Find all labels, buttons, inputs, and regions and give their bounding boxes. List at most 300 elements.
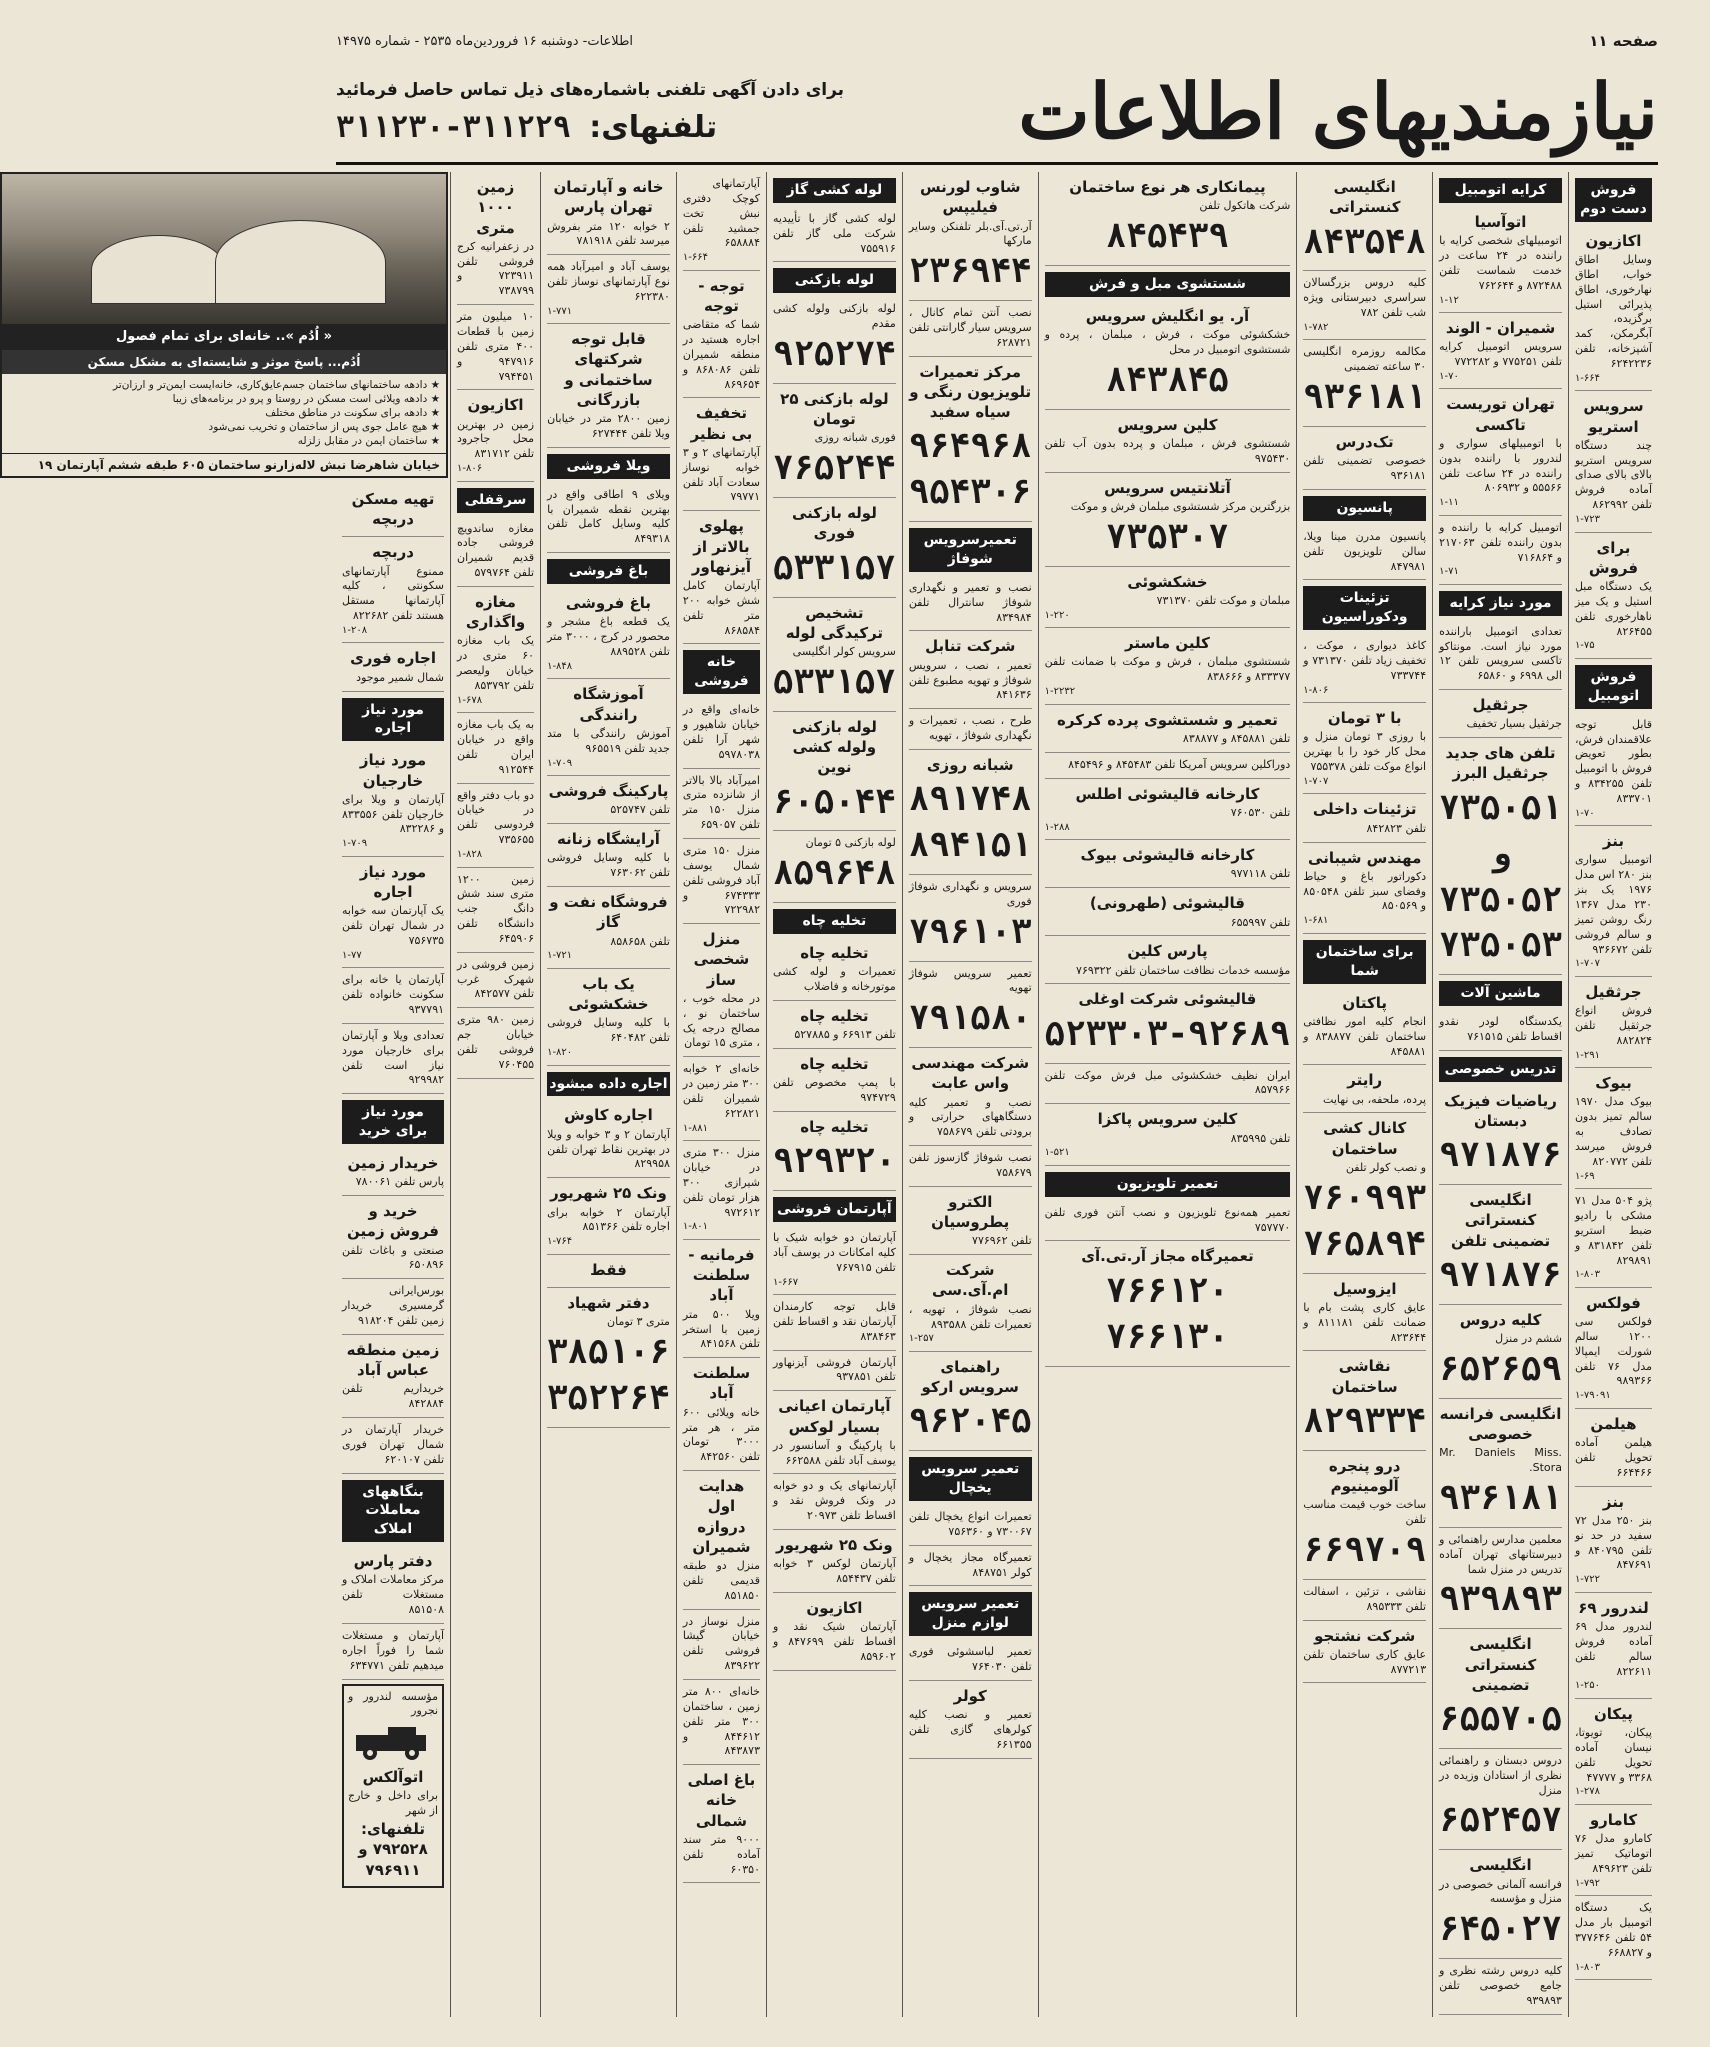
ad-phone: ۶۵۵۷۰۵ xyxy=(1439,1699,1562,1740)
classified-ad xyxy=(909,1255,1032,1352)
ad-ref: ۱-۷۲۱ xyxy=(547,950,573,962)
ad-body: هیلمن آماده تحویل تلفن ۶۶۴۴۶۶ xyxy=(1574,1436,1652,1479)
section-header: آپارتمان فروشی xyxy=(773,1197,896,1222)
ad-body: آپارتمان فروشی آیزنهاور تلفن ۹۳۷۸۵۱ xyxy=(772,1355,896,1384)
classified-ad xyxy=(683,1141,760,1240)
photo-bullets xyxy=(2,374,446,453)
classified-ad xyxy=(547,588,670,679)
ad-body: فرانسه آلمانی خصوصی در منزل و مؤسسه xyxy=(1439,1877,1562,1906)
classified-ad xyxy=(457,868,534,953)
ad-body: نصب آنتن تمام کانال ، سرویس سیار گارانتی تلفن ۶۲۸۷۲۱ xyxy=(908,306,1032,349)
ad-phone: ۸۴۳۵۴۸ xyxy=(1303,221,1427,262)
ad-body: آموزش رانندگی با متد جدید تلفن ۹۶۵۵۱۹ xyxy=(547,726,670,755)
ad-body: دو باب دفتر واقع در خیابان فردوسی تلفن ۷۳۵۶۵۵ xyxy=(457,788,535,847)
ad-ref: ۱-۲۷۸ xyxy=(1574,1786,1601,1798)
ad-headline: قابل توجه شرکتهای ساختمانی و بازرگانی xyxy=(564,330,653,409)
ad-ref: ۱-۸۸۱ xyxy=(682,1122,708,1134)
ad-headline: پارس کلین xyxy=(1127,942,1208,961)
ad-ref: ۱-۲۰۸ xyxy=(342,624,368,636)
classified-ad xyxy=(909,1640,1032,1681)
ad-body: تلفن ۸۴۵۸۸۱ و ۸۳۸۸۷۷ xyxy=(1182,731,1291,745)
ad-headline: بنز xyxy=(1602,832,1625,851)
classified-ad xyxy=(547,824,670,887)
section-header: تدریس خصوصی xyxy=(1439,1057,1562,1082)
ad-ref: ۱-۲۵۰ xyxy=(1574,1680,1601,1692)
ad-ref: ۱-۲۹۱ xyxy=(1574,1049,1601,1061)
ad-body: فروش انواع جرثقیل تلفن ۸۸۲۸۲۴ xyxy=(1574,1004,1652,1047)
ad-ref: ۱-۷۱ xyxy=(1439,566,1459,578)
ad-body: ۲ خوابه ۱۲۰ متر بفروش میرسد تلفن ۷۸۱۹۱۸ xyxy=(547,219,670,248)
classified-ad xyxy=(1439,1185,1562,1305)
classified-ad xyxy=(909,875,1032,962)
section-header: مورد نیاز برای خرید xyxy=(342,1100,444,1144)
classified-ad xyxy=(1045,301,1291,410)
classified-ad xyxy=(1575,977,1652,1068)
ad-body: عایق کاری ساختمان تلفن ۸۷۷۲۱۳ xyxy=(1303,1647,1427,1676)
ad-body: با پارکینگ و آسانسور در یوسف آباد تلفن ۶۶۲۵۸۸ xyxy=(772,1438,896,1467)
ad-body: صنعتی و باغات تلفن ۶۵۰۸۹۶ xyxy=(342,1243,445,1272)
ad-body: سرویس اتومبیل کرایه تلفن ۷۷۵۲۵۱ و ۷۷۲۲۸۲ xyxy=(1439,340,1562,369)
ad-body: با اتومبیلهای سواری و لندرور با راننده بدون راننده در ۲۴ ساعت تلفن ۵۵۵۶۶ و ۸۰۶۹۳۲ xyxy=(1439,436,1562,495)
ad-body: طرح ، نصب ، تعمیرات و نگهداری شوفاژ ، تهویه xyxy=(908,714,1032,743)
ad-ref: ۱-۸۰۶ xyxy=(457,463,483,475)
ad-body: لوله بازکنی ولوله کشی مقدم xyxy=(772,302,896,331)
photo-bullet: ★ ساختمان ایمن در مقابل زلزله xyxy=(297,435,441,448)
ad-body: در محله خوب ، ساختمان نو ، مصالح درجه یک ، متری ۱۵ تومان xyxy=(682,991,760,1050)
classified-ad xyxy=(683,398,760,511)
ad-body: تعمیرات و لوله کشی موتورخانه و فاضلاب xyxy=(772,965,896,994)
classified-ad xyxy=(1045,172,1291,266)
ad-body: و نصب کولر تلفن xyxy=(1345,1160,1427,1174)
classified-ad xyxy=(457,587,534,713)
photo-address: خیابان شاهرضا نبش لاله‌زارنو ساختمان ۶۰۵ طبقه ششم آپارتمان ۱۹ xyxy=(2,453,446,476)
ad-body: اتومبیل سواری بنز ۲۸۰ اس مدل ۱۹۷۶ یک بنز ۲۳۰ مدل ۱۳۶۷ رنگ روشن تمیز و سالم فروشی تلفن ۹۳۶۶۷۲ xyxy=(1574,853,1652,956)
classified-ad xyxy=(683,698,760,768)
classified-ad xyxy=(342,968,444,1024)
ad-headline: جرثقیل xyxy=(1585,982,1642,1001)
ad-body: یک قطعه باغ مشجر و محصور در کرج ، ۳۰۰۰ متر تلفن ۸۸۹۵۲۸ xyxy=(547,615,670,658)
classified-ad xyxy=(1439,1399,1562,1528)
ad-headline: جرثقیل xyxy=(1472,696,1529,715)
ad-phone: ۶۶۹۷۰۹ xyxy=(1303,1529,1427,1570)
classified-ad xyxy=(1303,340,1426,427)
ad-headline: کانال کشی ساختمان xyxy=(1323,1119,1407,1158)
ad-body: مؤسسه خدمات نظافت ساختمان تلفن ۷۶۹۳۲۲ xyxy=(1076,963,1291,977)
classified-ad xyxy=(1575,1805,1652,1896)
ad-body: تلفن ۸۴۲۸۲۳ xyxy=(1366,821,1427,835)
jeep-icon xyxy=(348,1723,438,1763)
classified-ad xyxy=(342,1148,444,1196)
ad-phone: ۷۶۰۹۹۳ ۷۶۵۸۹۴ xyxy=(1303,1177,1427,1264)
ad-body: خانه‌ای واقع در خیابان شاهپور و شهر آرا تلفن ۵۹۷۸۰۳۸ xyxy=(682,703,760,761)
section-header: باغ فروشی xyxy=(547,559,670,584)
ad-headline: بیوک xyxy=(1595,1074,1632,1093)
ad-headline: کلین سرویس پاکزا xyxy=(1097,1110,1238,1129)
ad-body: لوله کشی گاز با تأییدیه شرکت ملی گاز تلفن ۷۵۵۹۱۶ xyxy=(772,211,896,255)
ad-body: تعمیر همه‌نوع تلویزیون و نصب آنتن فوری تلفن ۷۵۷۷۷۰ xyxy=(1044,1205,1291,1234)
ad-ref: ۱-۲۸۸ xyxy=(1044,821,1070,833)
classified-ad xyxy=(909,357,1032,523)
ad-headline: شبانه روزی xyxy=(926,755,1014,774)
ad-ref: ۱-۷۵ xyxy=(1574,640,1595,652)
section-header: تزئینات ودکوراسیون xyxy=(1303,586,1426,630)
ad-phone: ۹۷۱۸۷۶ xyxy=(1439,1254,1562,1295)
classified-ad xyxy=(547,324,670,448)
classified-ad xyxy=(1575,226,1652,392)
classified-ad xyxy=(547,1255,670,1288)
ad-ref: ۱-۱۱ xyxy=(1439,497,1459,509)
classified-ad xyxy=(773,207,896,263)
classified-ad xyxy=(773,1112,896,1191)
classified-ad xyxy=(1303,1580,1426,1621)
classified-ad xyxy=(1439,207,1562,313)
classified-ad xyxy=(1439,1086,1562,1185)
classified-ad xyxy=(1045,753,1291,779)
ad-ref: ۱-۸۲۸ xyxy=(457,849,483,861)
ad-ref: ۱-۷۰ xyxy=(1439,370,1459,382)
ad-phone: ۹۶۴۹۶۸ ۹۵۴۳۰۶ xyxy=(908,426,1032,513)
column-10 xyxy=(37,172,450,2017)
ad-body: تلفن ۶۵۵۹۹۷ xyxy=(1230,915,1291,929)
ad-body: آپارتمانهای کوچک دفتری نبش تخت جمشید تلفن ۶۵۸۸۸۴ xyxy=(682,177,760,250)
classified-ad xyxy=(683,271,760,399)
classified-ad xyxy=(457,1008,534,1078)
ad-ref: ۱-۶۶۴ xyxy=(1574,372,1601,384)
ad-body: بیوک مدل ۱۹۷۰ سالم تمیز بدون تصادف به فروش میرسد تلفن ۸۲۰۷۷۲ xyxy=(1574,1095,1652,1168)
classified-ad xyxy=(547,1100,670,1178)
classified-ad xyxy=(909,1187,1032,1255)
ad-phone: ۸۲۹۳۳۴ xyxy=(1303,1400,1427,1441)
column-6 xyxy=(766,172,902,2017)
classified-ad xyxy=(773,831,896,903)
ad-headline: تخفیف بی نظیر xyxy=(690,404,753,443)
ad-ref: ۱-۲۵۷ xyxy=(908,1333,934,1345)
ad-headline: آتلانتیس سرویس xyxy=(1104,478,1231,497)
ad-body: شستشوی مبلمان ، فرش و موکت با ضمانت تلفن ۸۳۳۳۷۷ و ۸۳۸۶۶۶ xyxy=(1044,655,1291,684)
classified-ad xyxy=(1045,1241,1291,1366)
ad-headline: پهلوی بالاتر از آیزنهاور xyxy=(691,517,752,576)
ad-body: یکدستگاه لودر نقدو اقساط تلفن ۷۶۱۵۱۵ xyxy=(1439,1015,1562,1044)
ad-body: اتومبیلهای شخصی کرایه با راننده در ۲۴ ساعت در خدمت شماست تلفن ۸۷۲۴۸۸ و ۷۶۲۶۴۴ xyxy=(1439,234,1562,292)
ad-phone: ۹۳۶۱۸۱ xyxy=(1303,377,1427,418)
classified-ad xyxy=(547,483,670,553)
column-9 xyxy=(450,172,540,2017)
classified-ad xyxy=(909,1681,1032,1759)
classified-ad xyxy=(1303,988,1426,1066)
ad-ref: ۱-۵۲۱ xyxy=(1044,1147,1070,1159)
classified-ad xyxy=(342,1418,444,1474)
classified-ad xyxy=(683,924,760,1057)
classified-ad xyxy=(683,1358,760,1471)
ad-body: تعمیر سرویس شوفاژ تهویه xyxy=(908,966,1032,995)
ad-headline: انگلیسی کنستراتی xyxy=(1328,178,1401,217)
ad-headline: خانه و آپارتمان تهران پارس xyxy=(553,178,664,217)
ad-body: خصوصی تضمینی تلفن ۹۳۶۱۸۱ xyxy=(1303,454,1427,483)
ad-headline: با ۳ تومان xyxy=(1327,709,1402,728)
ad-body: منزل ۱۵۰ متری شمال یوسف آباد فروشی تلفن ۶۷۴۳۳۳ و ۷۲۲۹۸۲ xyxy=(682,843,760,917)
section-header: ماشین آلات xyxy=(1439,981,1562,1006)
classified-ad xyxy=(1439,389,1562,515)
section-header: خانه فروشی xyxy=(683,650,760,694)
ad-headline: فرمانیه - سلطنت آباد xyxy=(688,1245,755,1305)
ad-body: خانه‌ای ۲ خوابه ۳۰۰ متر زمین در شمیران تلفن ۶۲۲۸۲۱ xyxy=(682,1062,760,1120)
ad-body: نصب و تعمیر کلیه دستگاههای حرارتی و برودتی تلفن ۷۵۸۶۷۹ xyxy=(908,1095,1032,1139)
ad-headline: انگلیسی کنستراتی تضمینی تلفن xyxy=(1450,1191,1551,1250)
section-header: تعمیرسرویس شوفاژ xyxy=(909,528,1032,572)
classified-ad xyxy=(342,1335,444,1418)
classified-ad xyxy=(773,384,896,498)
classified-ad xyxy=(773,598,896,712)
column-8 xyxy=(540,172,676,2017)
ad-body: پژو ۵۰۴ مدل ۷۱ مشکی با رادیو ضبط استریو تلفن ۸۳۱۸۴۲ و ۸۲۹۸۹۱ xyxy=(1574,1194,1652,1267)
classified-ad xyxy=(1575,1487,1652,1593)
ad-phone: ۲۳۶۹۴۴ xyxy=(908,251,1032,292)
ad-body: ۱۰ میلیون متر زمین با قطعات ۴۰۰ متری تلفن ۹۴۷۹۱۶ و ۷۹۴۴۵۱ xyxy=(457,310,535,383)
classified-ad xyxy=(773,1049,896,1112)
section-header: شستشوی مبل و فرش xyxy=(1045,272,1291,297)
ad-body: جرثقیل بسیار تخفیف xyxy=(1466,717,1562,731)
ad-body: قابل توجه کارمندان آپارتمان نقد و اقساط تلفن ۸۳۸۴۶۳ xyxy=(772,1300,896,1343)
ad-body: مرکز معاملات املاک و مستغلات تلفن ۸۵۱۵۰۸ xyxy=(342,1573,445,1617)
ad-headline: کارخانه قالیشوئی اطلس xyxy=(1075,784,1260,803)
ad-headline: سلطنت آباد xyxy=(692,1364,751,1403)
photo-bullet: ★ دادهه ساختمانهای ساختمان جسم‌عایق‌کاری، خانه‌ایست ایمن‌تر و ارزان‌تر xyxy=(113,378,441,391)
ad-ref: ۱-۲۲۰ xyxy=(1044,609,1070,621)
ad-body: نقاشی ، تزئین ، اسفالت تلفن ۸۹۵۳۳۳ xyxy=(1303,1584,1427,1613)
ad-headline: منزل شخصی ساز xyxy=(693,930,750,989)
ad-body: آپارتمان و ویلا برای خارجیان تلفن ۸۳۳۵۵۶ و ۸۳۲۲۸۶ xyxy=(342,792,445,836)
ad-ref: ۱-۸۰۳ xyxy=(1574,1961,1601,1973)
column-4 xyxy=(1038,172,1297,2017)
page-number: صفحه ۱۱ xyxy=(1589,32,1658,50)
classified-ad xyxy=(1303,172,1426,271)
ad-headline: بنز xyxy=(1602,1492,1625,1511)
section-header: پانسیون xyxy=(1303,496,1426,521)
ad-ref: ۱-۸۰۶ xyxy=(1303,684,1329,696)
ad-body: فوری شبانه روزی xyxy=(814,431,896,445)
ad-body: ویلا ۵۰۰ متر زمین با استخر تلفن ۸۴۱۵۶۸ xyxy=(682,1307,760,1351)
ad-headline: آپارتمان اعیانی بسیار لوکس xyxy=(778,1397,891,1436)
ad-phone: ۷۳۵۳۰۷ xyxy=(1106,516,1229,557)
ad-body: ویلای ۹ اطاقی واقع در بهترین نقطه شمیران با کلیه وسایل کامل تلفن ۸۴۹۳۱۸ xyxy=(547,487,670,546)
ad-body: آپارتمانهای یک و دو خوابه در ونک فروش نقد و اقساط تلفن ۲۰۹۷۳ xyxy=(772,1479,896,1523)
classified-ad xyxy=(547,1178,670,1254)
ad-ref: ۱-۸۴۸ xyxy=(547,660,573,672)
ad-body: کاغذ دیواری ، موکت ، تخفیف زیاد تلفن ۷۳۱۳۷۰ و ۷۳۳۷۴۴ xyxy=(1303,639,1427,682)
classified-ad xyxy=(909,576,1032,632)
classified-ad xyxy=(457,953,534,1009)
ad-body: زمین در بهترین محل جاجرود تلفن ۸۳۱۷۱۲ xyxy=(457,417,535,461)
classified-ad xyxy=(773,1474,896,1530)
ad-headline: آر. یو انگلیش سرویس xyxy=(1085,306,1250,325)
section-header: فروش دست دوم xyxy=(1575,178,1652,222)
ad-body: پانسیون مدرن مینا ویلا، سالن تلویزیون تلفن ۸۴۷۹۸۱ xyxy=(1303,529,1427,573)
classified-ad xyxy=(547,776,670,824)
classified-ad xyxy=(342,537,444,643)
ad-body: یک دستگاه مبل استیل و یک میز ناهارخوری تلفن ۸۲۶۴۵۵ xyxy=(1574,580,1652,638)
ad-phone: ۸۹۱۷۴۸ ۸۹۴۱۵۱ xyxy=(908,779,1032,866)
photo-bullet: ★ دادهه برای سکونت در مناطق مختلف xyxy=(265,407,441,420)
ad-headline: توجه - توجه xyxy=(698,276,745,315)
classified-ad xyxy=(773,712,896,832)
ad-headline: لوله بازکنی ۲۵ تومان xyxy=(780,389,889,429)
phones-numbers: ۳۱۱۲۲۹-۳۱۱۲۳۰ xyxy=(336,109,571,145)
ad-headline: فروشگاه نفت و گاز xyxy=(549,893,668,932)
bottom-ad-brand: اتوآلکس xyxy=(362,1768,424,1787)
ad-headline: یک باب خشکشوئی xyxy=(568,974,649,1014)
ad-phone: ۶۰۵۰۴۴ xyxy=(772,781,896,822)
ad-body: منزل نوساز در خیابان گیشا فروشی تلفن ۸۳۹۶۲۲ xyxy=(682,1614,760,1673)
classified-ad xyxy=(773,1226,896,1295)
ad-headline: لوله بازکنی ولوله کشی نوین xyxy=(791,717,877,777)
ad-phone: ۹۶۲۰۴۵ xyxy=(908,1401,1032,1442)
classified-ad xyxy=(909,1352,1032,1451)
ad-body: آپارتمان یا خانه برای سکونت خانواده تلفن ۹۳۷۷۹۱ xyxy=(342,973,445,1017)
classified-ad xyxy=(342,643,444,691)
ad-body: منزل دو طبقه قدیمی تلفن ۸۵۱۸۵۰ xyxy=(682,1559,760,1602)
classified-ad xyxy=(342,1196,444,1279)
bottom-ad-phones: تلفنهای: ۷۹۲۵۲۸ و ۷۹۶۹۱۱ xyxy=(358,1820,428,1879)
ad-phone: ۷۹۱۵۸۰ xyxy=(908,998,1032,1039)
section-header: تعمیر سرویس یخچال xyxy=(909,1457,1032,1501)
ad-ref: ۱-۷۷ xyxy=(342,949,362,961)
ad-body: بورس‌ایرانی گرمسیری خریدار زمین تلفن ۹۱۸۲۰۴ xyxy=(342,1284,445,1327)
ad-headline: قالیشوئی (طهرونی) xyxy=(1089,894,1246,913)
classified-ad xyxy=(1575,1593,1652,1699)
classified-ad xyxy=(1045,567,1291,629)
ad-body: ساخت خوب قیمت مناسب تلفن xyxy=(1303,1498,1427,1527)
section-header: مورد نیاز اجاره xyxy=(342,698,444,742)
ad-headline: انگلیسی فرانسه خصوصی xyxy=(1439,1404,1562,1444)
ad-headline: آموزشگاه رانندگی xyxy=(573,685,644,724)
ad-body: بزرگترین مرکز شستشوی مبلمان فرش و موکت xyxy=(1070,499,1291,513)
ad-ref: ۱-۷۰۹ xyxy=(547,757,573,769)
ad-headline: شرکت تنابل xyxy=(925,637,1016,656)
ad-body: تعدادی اتومبیل باراننده مورد نیاز است. مونتاکو تاکسی سرویس تلفن ۱۲ الی ۶۹۹۸ و ۶۵۸۶۰ xyxy=(1439,624,1562,683)
column-10-ads xyxy=(342,484,444,1888)
classified-ad xyxy=(1045,888,1291,936)
ad-body: Mr. Daniels Miss. Stora. xyxy=(1439,1446,1562,1475)
ad-headline: اکازیون xyxy=(467,396,524,415)
classified-ad xyxy=(909,631,1032,709)
ad-ref: ۱-۸۰۳ xyxy=(1574,1269,1601,1281)
ad-body: کامارو مدل ۷۶ اتوماتیک تمیز تلفن ۸۴۹۶۲۳ xyxy=(1574,1832,1652,1875)
ad-body: آپارتمان لوکس ۳ خوابه تلفن ۸۵۴۴۳۷ xyxy=(772,1557,896,1586)
ad-headline: تشخیص ترکیدگی لوله xyxy=(785,603,884,642)
classified-ad xyxy=(1045,705,1291,753)
masthead-title: نیازمندیهای اطلاعات xyxy=(1018,67,1658,156)
ad-headline: مورد نیاز خارجیان xyxy=(359,751,427,790)
ad-phone: ۹۷۱۸۷۶ xyxy=(1439,1135,1562,1176)
section-header: مورد نیاز کرایه xyxy=(1439,591,1562,616)
column-5 xyxy=(902,172,1038,2017)
ad-body: ایران نظیف خشکشوئی مبل فرش موکت تلفن ۸۵۷۹۶۶ xyxy=(1044,1068,1291,1097)
classified-ad xyxy=(1439,620,1562,690)
classified-ad xyxy=(342,1624,444,1680)
ad-headline: شاوب لورنس فیلیپس xyxy=(919,178,1021,217)
ad-body: یک آپارتمان سه خوابه در شمال تهران تلفن ۷۵۶۷۳۵ xyxy=(342,904,445,947)
ad-headline: تعمیرگاه مجاز آر.تی.آی xyxy=(1081,1247,1254,1266)
classified-ad xyxy=(1575,1699,1652,1805)
classified-ad xyxy=(1303,1274,1426,1352)
classified-ad xyxy=(773,498,896,597)
ad-ref: ۱-۶۶۷ xyxy=(772,1276,799,1288)
classified-ad xyxy=(1575,713,1652,827)
photo-bullet: ★ هیچ عامل جوی پس از ساختمان و تخریب نمی‌شود xyxy=(208,421,441,434)
classified-ad xyxy=(773,1593,896,1671)
ad-phone: ۷۶۵۲۴۴ xyxy=(772,448,896,489)
ad-phone: ۵۳۳۱۵۷ xyxy=(772,547,896,588)
classified-ad xyxy=(1303,634,1426,703)
ad-headline: شرکت مهندسی واس عابت xyxy=(911,1054,1030,1093)
ad-headline: ونک ۲۵ شهریور xyxy=(776,1535,893,1554)
ad-headline: زمین ۱۰۰۰ متری xyxy=(476,178,515,237)
ad-body: آپارتمان ۲ و ۳ خوابه و ویلا در بهترین نقاط تهران تلفن ۸۲۹۹۵۸ xyxy=(547,1127,670,1171)
ad-headline: پیکان xyxy=(1594,1704,1633,1723)
ad-headline: تخلیه چاه xyxy=(800,1055,869,1074)
photo-advertisement xyxy=(0,172,448,478)
ad-body: مغازه ساندویچ فروشی جاده قدیم شمیران تلفن ۵۷۹۷۶۴ xyxy=(457,521,535,580)
classified-ad xyxy=(457,713,534,783)
ad-body: قابل توجه علاقمندان فرش، بطور تعویض فروش با اتومبیل تلفن ۸۳۴۲۵۵ و ۸۳۳۷۰۱ xyxy=(1574,717,1652,805)
ad-headline: تخلیه چاه xyxy=(800,1006,869,1025)
classified-ad xyxy=(1439,1010,1562,1051)
classified-ad xyxy=(342,1024,444,1094)
ad-headline: پاکتان xyxy=(1342,993,1387,1012)
section-header: لوله بازکنی xyxy=(773,268,896,293)
classified-ad xyxy=(1303,843,1426,934)
ad-body: آپارتمان و مستغلات شما را فوراً اجاره میدهیم تلفن ۶۳۴۷۷۱ xyxy=(342,1629,445,1672)
ad-headline: سرویس استریو xyxy=(1583,397,1644,436)
photo-bullet: ★ دادهه ویلائی است مسکن در روستا و پرو در برنامه‌های زیبا xyxy=(172,392,441,405)
classified-ad xyxy=(1439,516,1562,585)
ad-body: تعمیر لباسشوئی فوری تلفن ۷۶۴۰۳۰ xyxy=(908,1645,1032,1674)
section-header: بنگاههای معاملات املاک xyxy=(342,1480,444,1543)
ad-headline: کولر xyxy=(953,1686,987,1705)
classified-ad xyxy=(683,1240,760,1358)
ad-phone: ۶۴۵۰۲۷ xyxy=(1439,1909,1562,1950)
classified-ad xyxy=(547,1288,670,1428)
classified-ad xyxy=(457,390,534,481)
ad-headline: مغازه واگذاری xyxy=(465,592,526,632)
ad-ref: ۱-۷۰ xyxy=(1574,807,1595,819)
section-header: ویلا فروشی xyxy=(547,454,670,479)
section-header: لوله کشی گاز xyxy=(773,178,896,203)
ad-ref: ۱-۷۲۳ xyxy=(1574,514,1601,525)
ad-body: وسایل اطاق خواب، اطاق نهارخوری، اطاق پذیرائی استیل برگزیده، آبگرمکن، کمد آشپزخانه، تلفن ۶۲۴۲۲۳۶ xyxy=(1574,253,1652,370)
classified-ad xyxy=(683,1471,760,1610)
ad-headline: فقط xyxy=(590,1260,627,1279)
section-header: سرقفلی xyxy=(457,488,534,513)
ad-body: چند دستگاه سرویس استریو بالای بالای صدای آماده فروش تلفن ۸۶۲۹۹۲ xyxy=(1574,438,1652,512)
ad-body: تعمیر ، نصب ، سرویس شوفاژ و تهویه مطبوع تلفن ۸۴۱۶۳۶ xyxy=(908,658,1032,702)
photo-caption: « اُدُم ».. خانه‌ای برای تمام فصول xyxy=(2,324,446,350)
ad-body: دوراکلین سرویس آمریکا تلفن ۸۴۵۴۸۳ و ۸۴۵۴۹۶ xyxy=(1068,757,1291,771)
section-header: کرایه اتومبیل xyxy=(1439,178,1562,203)
ad-body: دروس دبستان و راهنمائی نظری از استادان وزیده در منزل xyxy=(1439,1753,1562,1797)
ad-phone: ۷۹۶۱۰۳ xyxy=(908,911,1032,952)
classified-ad xyxy=(773,1530,896,1593)
ad-headline: قالیشوئی شرکت اوغلی xyxy=(1078,990,1257,1009)
ad-ref: ۱-۶۹ xyxy=(1574,1170,1595,1182)
ad-phone: ۹۳۹۸۹۳ xyxy=(1439,1579,1562,1620)
ad-ref: ۱-۷۷۱ xyxy=(547,305,573,317)
ad-headline: انگلیسی xyxy=(1469,1856,1532,1875)
classified-ad xyxy=(773,1001,896,1049)
ad-headline: کارخانه قالیشوئی بیوک xyxy=(1080,846,1255,865)
ad-body: نصب شوفاژ گازسوز تلفن ۷۵۸۶۷۹ xyxy=(908,1151,1032,1179)
ad-body: سرویس و نگهداری شوفاژ فوری xyxy=(908,879,1032,908)
